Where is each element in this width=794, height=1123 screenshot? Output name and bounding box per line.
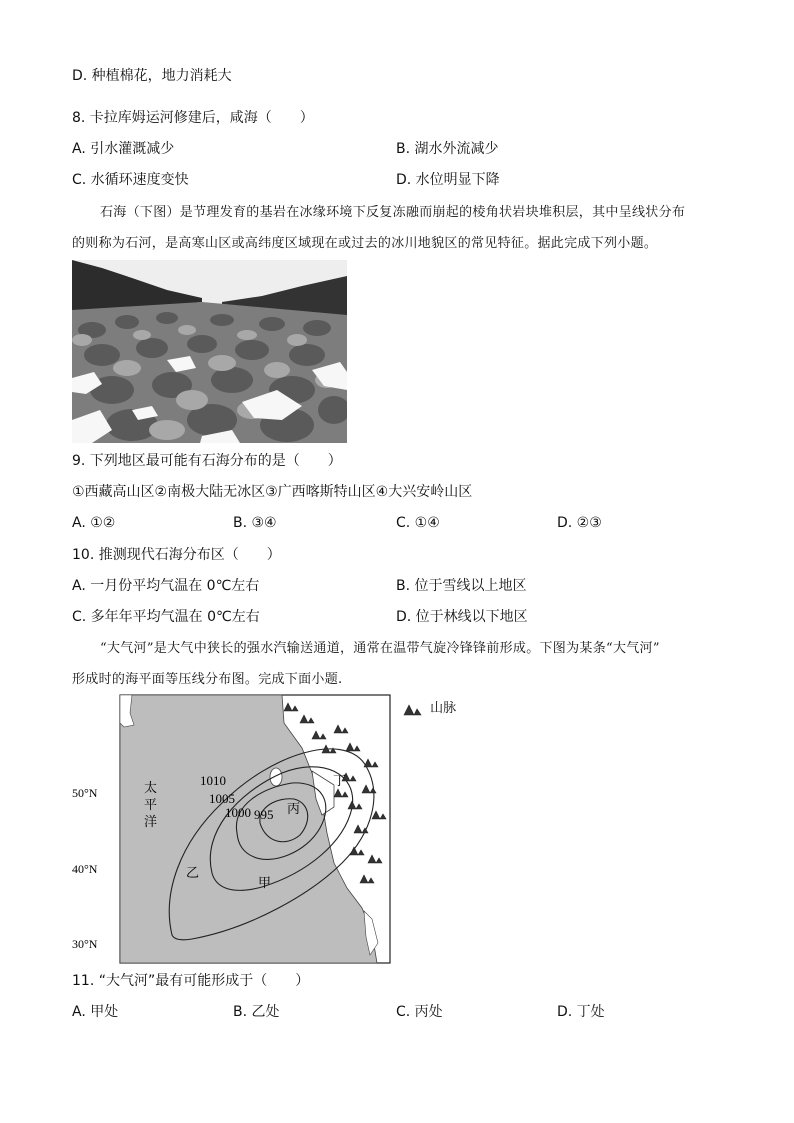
q7-option-d: D. 种植棉花，地力消耗大 bbox=[72, 68, 232, 84]
q9-stem: 9. 下列地区最可能有石海分布的是（ ） bbox=[72, 453, 342, 469]
q11-option-a: A. 甲处 bbox=[72, 1004, 119, 1020]
q8-stem: 8. 卡拉库姆运河修建后，咸海（ ） bbox=[72, 110, 314, 126]
q11-option-b: B. 乙处 bbox=[233, 1004, 280, 1020]
ocean-label-1: 太 bbox=[144, 781, 158, 796]
stone-sea-photo-image bbox=[72, 260, 347, 443]
ocean-label-3: 洋 bbox=[144, 815, 158, 830]
point-yi: 乙 bbox=[186, 866, 200, 881]
lat-label-40: 40°N bbox=[72, 862, 98, 876]
q9-option-d: D. ②③ bbox=[557, 515, 602, 531]
q11-stem: 11. “大气河”最有可能形成于（ ） bbox=[72, 973, 310, 989]
point-ding: 丁 bbox=[333, 774, 347, 789]
stone-sea-photo bbox=[72, 260, 347, 443]
q8-option-a: A. 引水灌溉减少 bbox=[72, 141, 175, 157]
isobar-1010: 1010 bbox=[200, 773, 226, 788]
q9-choices: ①西藏高山区②南极大陆无冰区③广西喀斯特山区④大兴安岭山区 bbox=[72, 484, 473, 500]
q8-option-d: D. 水位明显下降 bbox=[396, 172, 500, 188]
passage-stone-sea-line2: 的则称为石河，是高寒山区或高纬度区域现在或过去的冰川地貌区的常见特征。据此完成下列小题。 bbox=[72, 236, 658, 251]
q9-option-b: B. ③④ bbox=[233, 515, 277, 531]
lat-label-50: 50°N bbox=[72, 786, 98, 800]
q11-option-c: C. 丙处 bbox=[396, 1004, 443, 1020]
mountain-icon bbox=[402, 702, 426, 716]
q10-option-c: C. 多年年平均气温在 0℃左右 bbox=[72, 609, 260, 625]
isobar-map bbox=[72, 693, 402, 972]
passage-atmospheric-river bbox=[72, 633, 722, 695]
q9-option-a: A. ①② bbox=[72, 515, 116, 531]
lat-label-30: 30°N bbox=[72, 937, 98, 951]
isobar-995: 995 bbox=[254, 807, 274, 822]
isobar-1000: 1000 bbox=[225, 805, 251, 820]
q9-option-c: C. ①④ bbox=[396, 515, 440, 531]
passage-stone-sea-line1: 石海（下图）是节理发育的基岩在冰缘环境下反复冻融而崩起的棱角状岩块堆积层，其中呈线状分布 bbox=[100, 205, 686, 220]
passage-river-line2: 形成时的海平面等压线分布图。完成下面小题. bbox=[72, 672, 343, 687]
legend-label: 山脉 bbox=[430, 701, 457, 716]
point-jia: 甲 bbox=[258, 876, 272, 891]
isobar-1005: 1005 bbox=[209, 791, 235, 806]
q8-option-b: B. 湖水外流减少 bbox=[396, 141, 499, 157]
passage-stone-sea bbox=[72, 197, 722, 259]
q10-option-a: A. 一月份平均气温在 0℃左右 bbox=[72, 578, 260, 594]
ocean-label-2: 平 bbox=[144, 798, 158, 813]
point-bing: 丙 bbox=[287, 802, 301, 817]
q10-option-d: D. 位于林线以下地区 bbox=[396, 609, 528, 625]
isobar-map-svg bbox=[72, 693, 402, 968]
map-legend bbox=[402, 697, 456, 716]
q11-option-d: D. 丁处 bbox=[557, 1004, 605, 1020]
q8-option-c: C. 水循环速度变快 bbox=[72, 172, 189, 188]
q10-option-b: B. 位于雪线以上地区 bbox=[396, 578, 527, 594]
q10-stem: 10. 推测现代石海分布区（ ） bbox=[72, 547, 281, 563]
passage-river-line1: “大气河”是大气中狭长的强水汽输送通道，通常在温带气旋冷锋锋前形成。下图为某条“大气河” bbox=[100, 641, 660, 656]
